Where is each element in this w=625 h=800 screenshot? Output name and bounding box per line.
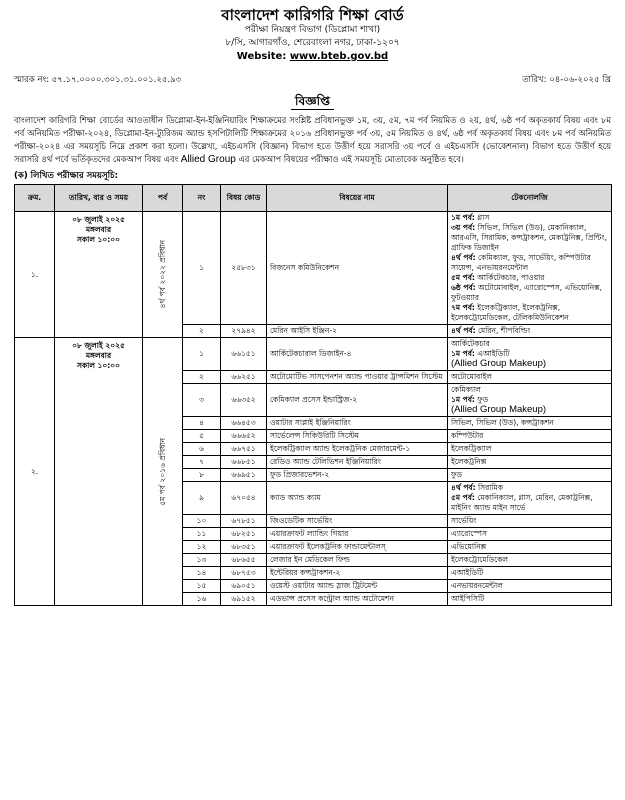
technology-line [451, 372, 608, 382]
technology-names: মেকানিক্যাল, গ্লাস, মেরিন, মেকাট্রনিক্স, মাইনিং অ্যান্ড মাইন সার্ভে [451, 493, 593, 512]
technology-names: আর্কিটেকচার, পাওয়ার [474, 273, 545, 282]
technology-cell [448, 469, 612, 482]
semester-prefix: ৪র্থ পর্ব: [451, 326, 476, 335]
subject-name: এডভান্স প্রসেস কন্ট্রোল অ্যান্ড অটোমেশন [267, 593, 448, 606]
technology-line [451, 223, 608, 253]
technology-line [451, 470, 608, 480]
department-name: পরীক্ষা নিয়ন্ত্রণ বিভাগ (ডিপ্লোমা শাখা) [244, 25, 381, 35]
semester-prefix: ৪র্থ পর্ব: [451, 483, 476, 492]
technology-line [451, 213, 608, 223]
row-number: ১৪ [183, 567, 221, 580]
notice-title-wrap [14, 90, 611, 110]
row-number: ১৫ [183, 580, 221, 593]
row-number: ৯ [183, 482, 221, 515]
notice-title: বিজ্ঞপ্তি [291, 93, 334, 110]
subject-code: ৬৯০৫১ [221, 580, 267, 593]
technology-line [451, 483, 608, 493]
technology-cell [448, 430, 612, 443]
technology-line [451, 516, 608, 526]
subject-code: ৬৬১৫১ [221, 338, 267, 371]
technology-names: সিভিল, সিভিল (উড), কন্সট্রাকশন [451, 418, 554, 427]
intro-text-1: বাংলাদেশ কারিগরি শিক্ষা বোর্ডের আওতাধীন ডিপ্লোমা-ইন-ইঞ্জিনিয়ারিং শিক্ষাক্রমের সংশ্লিষ্ট প্রবিধানভুক্ত ১ম, ৩য়, ৫ম, ৭ম পর্ব নিয়মিত ও ২য়, ৪র্থ, ৬ষ্ঠ পর্ব অকৃতকার্য বিষয় এবং ৮ম পর্ব অনিয়মিত পরীক্ষা-২০২৪, ডিপ্লোমা-ইন-ট্যুরিজম অ্যান্ড হসপিটালিটি শিক্ষাক্রমের ২০১৬ প্রবিধানভুক্ত পর্ব ৩য়, ৫ম নিয়মিত ও ৪র্থ, ৬ষ্ঠ পর্ব অকৃতকার্য বিষয় এবং ৮ম পর্ব অনিয়মিত পরীক্ষা-২০২৪ এর সময়সূচি নিম্নে প্রকাশ করা হলো। উল্লেখ্য, এইচএসসি (বিজ্ঞান) বিভাগ হতে উত্তীর্ণ হয়ে সরাসরি ৩য় পর্বে ও এইচএসসি (ভোকেশনাল) বিভাগ হতে উত্তীর্ণ হয়ে সরাসরি ৪র্থ পর্বে ভর্তিকৃতদের মেকআপ বিষয় এবং [14, 115, 611, 164]
date-cell [55, 212, 143, 338]
subject-name: বিজনেস কমিউনিকেশন [267, 212, 448, 325]
header-technology: টেকনোলজি [448, 185, 612, 212]
technology-cell [448, 384, 612, 417]
exam-time: সকাল ১০:০০ [76, 235, 121, 244]
technology-cell [448, 338, 612, 371]
subject-name: সার্ভেলেন্স সিকিউরিটি সিস্টেম [267, 430, 448, 443]
header-serial: ক্রম. [15, 185, 55, 212]
website-label: Website: [236, 51, 290, 62]
semester-prefix: ৪র্থ পর্ব: [451, 253, 476, 262]
row-number: ১৬ [183, 593, 221, 606]
subject-name: আর্কিটেকচারাল ডিজাইন-৪ [267, 338, 448, 371]
header-no: নং [183, 185, 221, 212]
technology-cell [448, 371, 612, 384]
serial-cell: ২. [15, 338, 55, 606]
technology-names: সার্ভেয়িং [451, 516, 477, 525]
technology-cell [448, 515, 612, 528]
header-code: বিষয় কোড [221, 185, 267, 212]
technology-cell [448, 593, 612, 606]
subject-name: কেমিক্যাল প্রসেস ইন্ডাস্ট্রিজ-২ [267, 384, 448, 417]
org-address: ৮/সি, আগারগাঁও, শেরেবাংলা নগর, ঢাকা-১২০৭ [225, 38, 400, 48]
semester-prefix: ৫ম পর্ব: [451, 493, 475, 502]
subject-code: ৬৭০৫৪ [221, 482, 267, 515]
technology-cell [448, 456, 612, 469]
row-number: ২ [183, 371, 221, 384]
technology-line [451, 594, 608, 604]
serial-cell: ১. [15, 212, 55, 338]
technology-cell [448, 541, 612, 554]
exam-day: মঙ্গলবার [85, 225, 112, 234]
technology-names: ফুড [451, 470, 463, 479]
semester-cell [143, 212, 183, 338]
technology-names: এআইডিটি [474, 349, 510, 358]
org-name: বাংলাদেশ কারিগরি শিক্ষা বোর্ড [221, 6, 404, 24]
subject-code: ৬৯১৫২ [221, 593, 267, 606]
subject-code: ৬৭৮৫১ [221, 515, 267, 528]
exam-date: ০৮ জুলাই ২০২৫ [72, 215, 125, 224]
subject-code: ৬৮৭৫৩ [221, 567, 267, 580]
semester-prefix: ১ম পর্ব: [451, 349, 475, 358]
row-number: ৫ [183, 430, 221, 443]
technology-names: কেমিক্যাল [451, 385, 481, 394]
technology-cell [448, 567, 612, 580]
subject-name: এয়ারক্রাফট ইলেকট্রনিক ফান্ডামেন্টালস্ [267, 541, 448, 554]
technology-line [451, 431, 608, 441]
technology-cell [448, 212, 612, 325]
semester-prefix: ১ম পর্ব: [451, 395, 475, 404]
header-semester: পর্ব [143, 185, 183, 212]
date-cell [55, 338, 143, 606]
technology-names: সিভিল, সিভিল (উড), মেকানিক্যাল, আরএসি, সিরামিক, কন্সট্রাকশন, মেকাট্রনিক্স, প্রিন্টিং, গ্রাফিক ডিজাইন [451, 223, 608, 252]
technology-names: কম্পিউটার [451, 431, 484, 440]
row-number: ১ [183, 212, 221, 325]
technology-names: অটোমোবাইল, এ্যারোস্পেস, এভিয়োনিক্স, ফুটওয়্যার [451, 283, 603, 302]
technology-names: ইলেকট্রোমেডিকেল [451, 555, 508, 564]
semester-cell [143, 338, 183, 606]
subject-code: ৬৬৬৫২ [221, 430, 267, 443]
technology-names: ইলেকট্রিক্যাল, ইলেকট্রনিক্স, ইলেকট্রোমেডিকেল, টেলিকমিউনিকেশন [451, 303, 569, 322]
technology-line [451, 444, 608, 454]
row-number: ৭ [183, 456, 221, 469]
row-number: ১০ [183, 515, 221, 528]
header-subject: বিষয়ের নাম [267, 185, 448, 212]
subject-code: ৬৮৬৫৫ [221, 554, 267, 567]
technology-names: এআইডিটি [451, 568, 484, 577]
technology-cell [448, 528, 612, 541]
technology-line [451, 542, 608, 552]
technology-cell [448, 417, 612, 430]
technology-line [451, 418, 608, 428]
semester-prefix: ৬ষ্ঠ পর্ব: [451, 283, 476, 292]
technology-names: গ্লাস [474, 213, 490, 222]
subject-code: ২৭৯৪২ [221, 325, 267, 338]
technology-cell [448, 482, 612, 515]
subject-name: মেরিন আইসি ইঞ্জিন-২ [267, 325, 448, 338]
semester-label: ৫ম পর্ব ২০১৬ প্রবিধান [157, 437, 167, 506]
subject-name: এয়ারক্রাফট ল্যান্ডিং গিয়ার [267, 528, 448, 541]
subject-code: ৬৮২৫১ [221, 528, 267, 541]
technology-names: মেরিন, শীপবিল্ডিং [475, 326, 531, 335]
semester-prefix: ৭ম পর্ব: [451, 303, 475, 312]
technology-line [451, 529, 608, 539]
semester-prefix: ৫ম পর্ব: [451, 273, 475, 282]
semester-label: ৪র্থ পর্ব ২০২২ প্রবিধান [157, 240, 167, 309]
technology-line [451, 555, 608, 565]
subject-name: ইন্টেরিয়র কন্সট্রাকশন-২ [267, 567, 448, 580]
technology-line [451, 273, 608, 283]
intro-text-2: এর মেকআপ বিষয়ের পরীক্ষাও এই সময়সূচি মোতাবেক অনুষ্ঠিত হবে। [235, 154, 464, 164]
technology-names: ফুড [474, 395, 489, 404]
technology-names: সিরামিক [475, 483, 503, 492]
row-number: ১ [183, 338, 221, 371]
subject-code: ৬৬৮৫১ [221, 456, 267, 469]
subject-code: ৬৬২৫১ [221, 371, 267, 384]
technology-names: এনভায়রনমেন্টাল [451, 581, 503, 590]
row-number: ৩ [183, 384, 221, 417]
row-number: ৮ [183, 469, 221, 482]
technology-cell [448, 443, 612, 456]
notice-date: তারিখ: ০৪-০৬-২০২৫ খ্রি [522, 75, 611, 85]
row-number: ১৩ [183, 554, 221, 567]
technology-cell [448, 325, 612, 338]
row-number: ১১ [183, 528, 221, 541]
intro-paragraph [14, 114, 611, 166]
semester-prefix: ৩য় পর্ব: [451, 223, 476, 232]
row-number: ১২ [183, 541, 221, 554]
subject-code: ৬৮৩৫১ [221, 541, 267, 554]
section-title: (ক) লিখিত পরীক্ষার সময়সূচি: [14, 171, 119, 181]
technology-line [451, 385, 608, 395]
semester-prefix: ১ম পর্ব: [451, 213, 475, 222]
technology-names: এ্যারোস্পেস [451, 529, 487, 538]
subject-name: জিওডেটিক সার্ভেয়িং [267, 515, 448, 528]
technology-line [451, 283, 608, 303]
technology-names: অটোমোবাইল [451, 372, 492, 381]
technology-names: ইলেকট্রনিক্স [451, 457, 487, 466]
technology-names: এভিয়োনিক্স [451, 542, 487, 551]
technology-names: আইপিসিটি [451, 594, 485, 603]
technology-line [451, 339, 608, 349]
technology-line [451, 253, 608, 273]
technology-line [451, 457, 608, 467]
subject-code: ৬৬৭৫১ [221, 443, 267, 456]
subject-name: লেজার ইন মেডিকেল ফিল্ড [267, 554, 448, 567]
technology-names: আর্কিটেকচার [451, 339, 490, 348]
subject-code: ২৫৮৩১ [221, 212, 267, 325]
technology-line [451, 493, 608, 513]
subject-name: ইলেকট্রিক্যাল অ্যান্ড ইলেকট্রনিক মেজারমেন্ট-১ [267, 443, 448, 456]
subject-name: ওয়েস্ট ওয়াটার অ্যান্ড স্লাজ ট্রিটমেন্ট [267, 580, 448, 593]
memo-number: স্মারক নং: ৫৭.১৭.০০০০.৩০১.৩১.০০১.২৫.৯৩ [14, 75, 182, 85]
subject-name: ফুড প্রিজারভেশন-২ [267, 469, 448, 482]
allied-group-makeup: (Allied Group Makeup) [451, 358, 547, 369]
row-number: ৬ [183, 443, 221, 456]
allied-group-makeup: (Allied Group Makeup) [451, 404, 547, 415]
subject-name: ক্যাড অ্যান্ড ক্যাম [267, 482, 448, 515]
technology-line [451, 303, 608, 323]
technology-line [451, 581, 608, 591]
schedule-body [15, 212, 612, 606]
subject-name: ওয়াটার সাপ্লাই ইঞ্জিনিয়ারিং [267, 417, 448, 430]
subject-code: ৬৬৯৫১ [221, 469, 267, 482]
technology-cell [448, 554, 612, 567]
subject-name: অটোমোটিভ সাসপেনশন অ্যান্ড পাওয়ার ট্রান্সমিশন সিস্টেম [267, 371, 448, 384]
letterhead [14, 0, 611, 64]
exam-date: ০৮ জুলাই ২০২৫ [72, 341, 125, 350]
technology-names: ইলেকট্রিক্যাল [451, 444, 492, 453]
subject-code: ৬৬৪৫৩ [221, 417, 267, 430]
exam-day: মঙ্গলবার [85, 351, 112, 360]
row-number: ২ [183, 325, 221, 338]
table-header-row [15, 185, 612, 212]
technology-cell [448, 580, 612, 593]
row-number: ৪ [183, 417, 221, 430]
intro-allied-group: Allied Group [180, 154, 236, 165]
technology-names: কেমিক্যাল, ফুড, সার্ভেয়িং, কম্পিউটার সায়েন্স, এনভায়রনমেন্টাল [451, 253, 591, 272]
subject-name: রেডিও অ্যান্ড টেলিভিশন ইঞ্জিনিয়ারিং [267, 456, 448, 469]
schedule-table [14, 184, 612, 606]
exam-time: সকাল ১০:০০ [76, 361, 121, 370]
reference-row [14, 74, 611, 86]
subject-code: ৬৬৩৫২ [221, 384, 267, 417]
technology-line [451, 326, 608, 336]
table-row [15, 212, 612, 325]
website-line [14, 50, 611, 64]
table-row [15, 338, 612, 371]
website-link[interactable]: www.bteb.gov.bd [289, 51, 389, 62]
header-date: তারিখ, বার ও সময় [55, 185, 143, 212]
technology-line [451, 568, 608, 578]
